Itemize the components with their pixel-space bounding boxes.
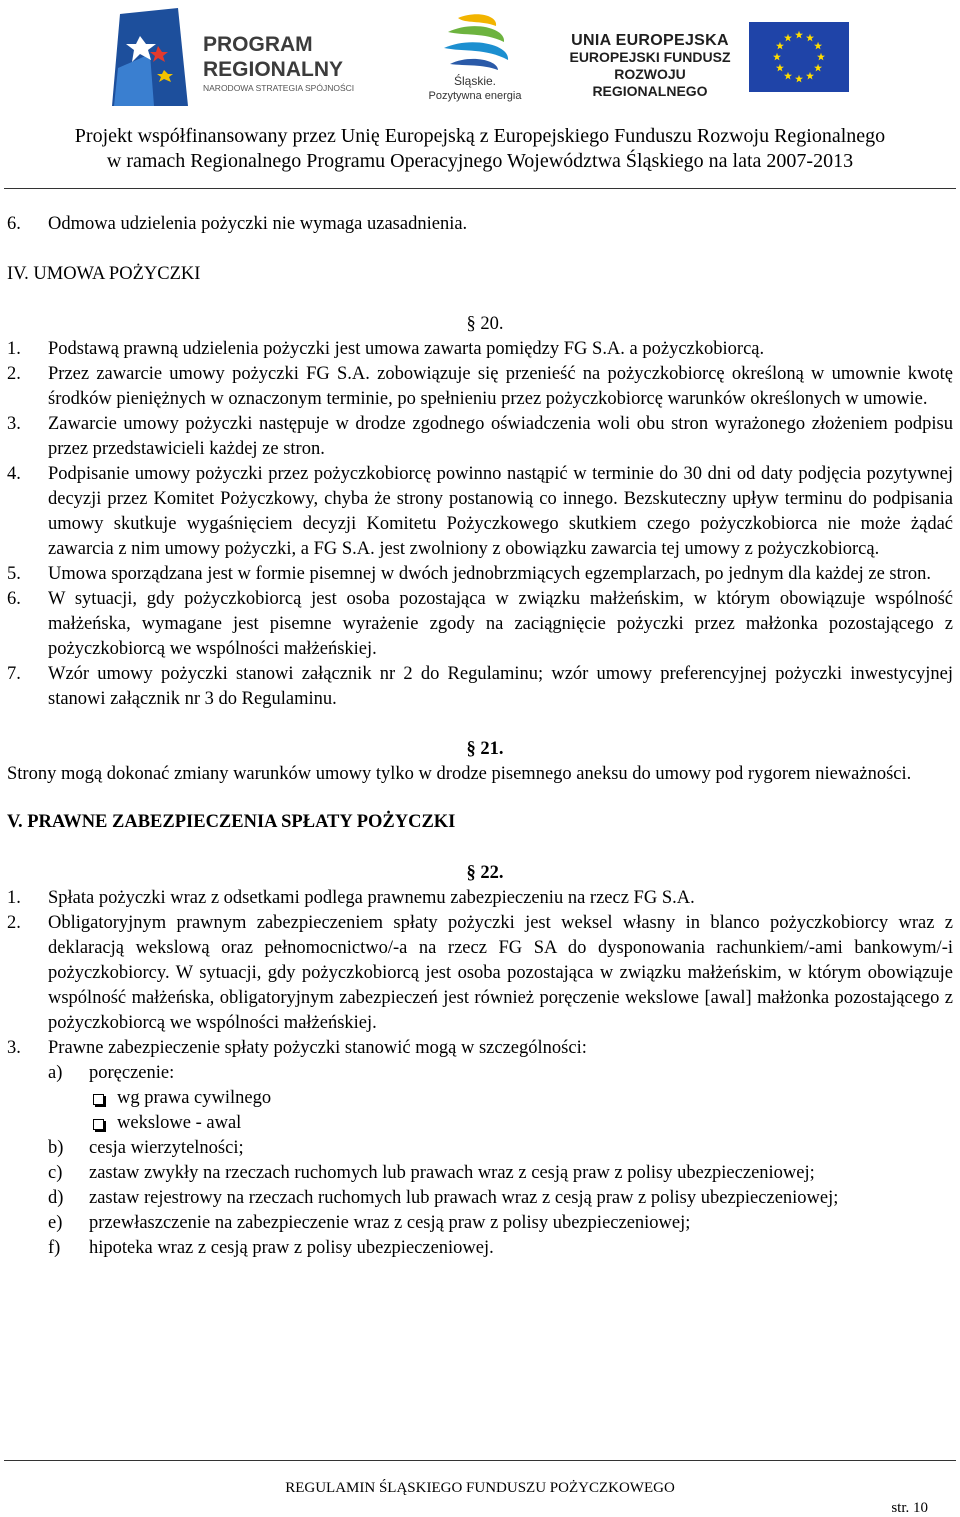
eu-logo-text — [555, 32, 745, 100]
list-item — [7, 911, 953, 1036]
paragraph-21-heading: § 21. — [466, 739, 504, 759]
checkbox-item-text: wg prawa cywilnego — [117, 1088, 272, 1108]
list-item — [7, 412, 953, 462]
sub-item-letter: b) — [48, 1138, 64, 1158]
list-item — [7, 362, 953, 412]
list-item — [7, 562, 953, 587]
logo1-line2: REGIONALNY — [203, 58, 344, 81]
document-body — [7, 212, 953, 1261]
logo1-line1: PROGRAM — [203, 33, 313, 56]
page-number: str. 10 — [891, 1500, 928, 1516]
sub-item-letter: c) — [48, 1163, 63, 1183]
sub-item-letter: e) — [48, 1213, 63, 1233]
item-text: Przez zawarcie umowy pożyczki FG S.A. zobowiązuje się przenieść na pożyczkobiorcę określoną w umownie kwotę środków pieniężnych w oznaczonym terminie, po spełnieniu przez pożyczkobiorcę warunków określonych w umowie. — [48, 364, 953, 409]
item-text: Podpisanie umowy pożyczki przez pożyczkobiorcę powinno nastąpić w terminie do 30 dni od daty podjęcia pozytywnej decyzji przez Komitet Pożyczkowy, chyba że strony postanowią co innego. Bezskuteczny upływ terminu do podpisania umowy skutkuje wygaśnięciem decyzji Komitetu Pożyczkowego skutkiem czego pożyczkobiorca nie może żądać zawarcia z nim umowy pożyczki, a FG S.A. jest zwolniony z obowiązku zawarcia tej umowy z pożyczkobiorcą. — [48, 464, 953, 559]
item-text: Prawne zabezpieczenie spłaty pożyczki stanowić mogą w szczególności: — [48, 1038, 587, 1058]
header-divider — [4, 188, 956, 189]
section-5-title: V. PRAWNE ZABEZPIECZENIA SPŁATY POŻYCZKI — [7, 812, 456, 832]
cofinancing-note — [0, 124, 960, 174]
footer-title: REGULAMIN ŚLĄSKIEGO FUNDUSZU POŻYCZKOWEGO — [285, 1480, 675, 1496]
sub-item — [7, 1236, 953, 1261]
sub-item-text: poręczenie: — [89, 1063, 175, 1083]
item-text: Podstawą prawną udzielenia pożyczki jest umowa zawarta pomiędzy FG S.A. a pożyczkobiorcą. — [48, 339, 765, 359]
item-text: Spłata pożyczki wraz z odsetkami podlega prawnemu zabezpieczeniu na rzecz FG S.A. — [48, 888, 695, 908]
list-item — [7, 337, 953, 362]
list-item — [7, 587, 953, 662]
sub-item-letter: f) — [48, 1238, 61, 1258]
list-item — [7, 886, 953, 911]
sub-item — [7, 1136, 953, 1161]
sub-item-letter: d) — [48, 1188, 64, 1208]
item-number: 2. — [7, 913, 21, 933]
list-item — [7, 212, 953, 237]
item-number: 6. — [7, 589, 21, 609]
paragraph-20-items — [7, 337, 953, 712]
section-4-title: IV. UMOWA POŻYCZKI — [7, 264, 201, 284]
item-number: 4. — [7, 464, 21, 484]
slaskie-logo — [418, 8, 533, 104]
footer-divider — [4, 1460, 956, 1461]
checkbox-bullet-icon — [93, 1094, 104, 1105]
checkbox-item-text: wekslowe - awal — [117, 1113, 242, 1133]
sub-item — [7, 1061, 953, 1086]
sub-item — [7, 1186, 953, 1211]
item-number: 3. — [7, 1038, 21, 1058]
item-text: Odmowa udzielenia pożyczki nie wymaga uzasadnienia. — [48, 214, 468, 234]
item-text: Zawarcie umowy pożyczki następuje w drodze zgodnego oświadczenia woli obu stron wyrażonego złożeniem podpisu przez przedstawicieli każdej ze stron. — [48, 414, 953, 459]
logo3-line1: UNIA EUROPEJSKA — [571, 32, 729, 49]
logo2-line1: Śląskie. — [453, 74, 497, 88]
checkbox-item — [7, 1111, 953, 1136]
logo3-line3: ROZWOJU REGIONALNEGO — [592, 66, 708, 99]
sub-item-letter: a) — [48, 1063, 63, 1083]
logo2-line2: Pozytywna energia — [428, 90, 522, 102]
eu-flag-icon — [749, 22, 849, 92]
logo1-line3: NARODOWA STRATEGIA SPÓJNOŚCI — [203, 83, 355, 93]
logo3-line2: EUROPEJSKI FUNDUSZ — [569, 49, 731, 65]
item-number: 3. — [7, 414, 21, 434]
paragraph-21-text: Strony mogą dokonać zmiany warunków umowy tylko w drodze pisemnego aneksu do umowy pod rygorem nieważności. — [7, 764, 912, 784]
item-text: Umowa sporządzana jest w formie pisemnej w dwóch jednobrzmiących egzemplarzach, po jednym dla każdej ze stron. — [48, 564, 932, 584]
paragraph-22-items — [7, 886, 953, 1261]
checkbox-item — [7, 1086, 953, 1111]
checkbox-bullet-icon — [93, 1119, 104, 1130]
item-text: W sytuacji, gdy pożyczkobiorcą jest osoba pozostająca w związku małżeńskim, w którym obowiązuje wspólność małżeńska, wymagane jest pisemne wyrażenie zgody na zaciągnięcie pożyczki przez małżonka pozostającego z pożyczkobiorcą we wspólności małżeńskiej. — [48, 589, 953, 659]
item-number: 6. — [7, 214, 21, 234]
item-number: 2. — [7, 364, 21, 384]
item-text: Obligatoryjnym prawnym zabezpieczeniem spłaty pożyczki jest weksel własny in blanco pożyczkobiorcy wraz z deklaracją wekslową oraz pełnomocnictwo/-a na rzecz FG SA do dysponowania rachunkiem/-ami bankowym/-i pożyczkobiorcy. W sytuacji, gdy pożyczkobiorcą jest osoba pozostająca w związku małżeńskim, w którym obowiązuje wspólność małżeńska, obligatoryjnym zabezpieczeń jest również poręczenie wekslowe [awal] małżonka pozostającego z pożyczkobiorcą we wspólności małżeńskiej. — [48, 913, 953, 1033]
item-text: Wzór umowy pożyczki stanowi załącznik nr 2 do Regulaminu; wzór umowy preferencyjnej pożyczki inwestycyjnej stanowi załącznik nr 3 do Regulaminu. — [48, 664, 953, 709]
cofinancing-line-2: w ramach Regionalnego Programu Operacyjnego Województwa Śląskiego na lata 2007-2013 — [106, 150, 854, 172]
item-number: 5. — [7, 564, 21, 584]
sub-item-text: hipoteka wraz z cesją praw z polisy ubezpieczeniowej. — [89, 1238, 494, 1258]
program-regionalny-logo — [110, 6, 400, 106]
item-number: 1. — [7, 339, 21, 359]
list-item — [7, 462, 953, 562]
sub-item-text: zastaw zwykły na rzeczach ruchomych lub prawach wraz z cesją praw z polisy ubezpieczeniowej; — [89, 1163, 815, 1183]
list-item — [7, 1036, 953, 1061]
page-header — [0, 0, 960, 190]
item-number: 7. — [7, 664, 21, 684]
sub-item-text: cesja wierzytelności; — [89, 1138, 244, 1158]
sub-item — [7, 1161, 953, 1186]
cofinancing-line-1: Projekt współfinansowany przez Unię Europejską z Europejskiego Funduszu Rozwoju Regionalnego — [74, 125, 886, 147]
paragraph-22-heading: § 22. — [466, 863, 504, 883]
sub-item-text: zastaw rejestrowy na rzeczach ruchomych lub prawach wraz z cesją praw z polisy ubezpieczeniowej; — [89, 1188, 839, 1208]
item-number: 1. — [7, 888, 21, 908]
paragraph-20-heading: § 20. — [466, 314, 504, 334]
list-item — [7, 662, 953, 712]
eu-logo — [555, 22, 855, 99]
sub-item — [7, 1211, 953, 1236]
sub-item-text: przewłaszczenie na zabezpieczenie wraz z cesją praw z polisy ubezpieczeniowej; — [89, 1213, 691, 1233]
